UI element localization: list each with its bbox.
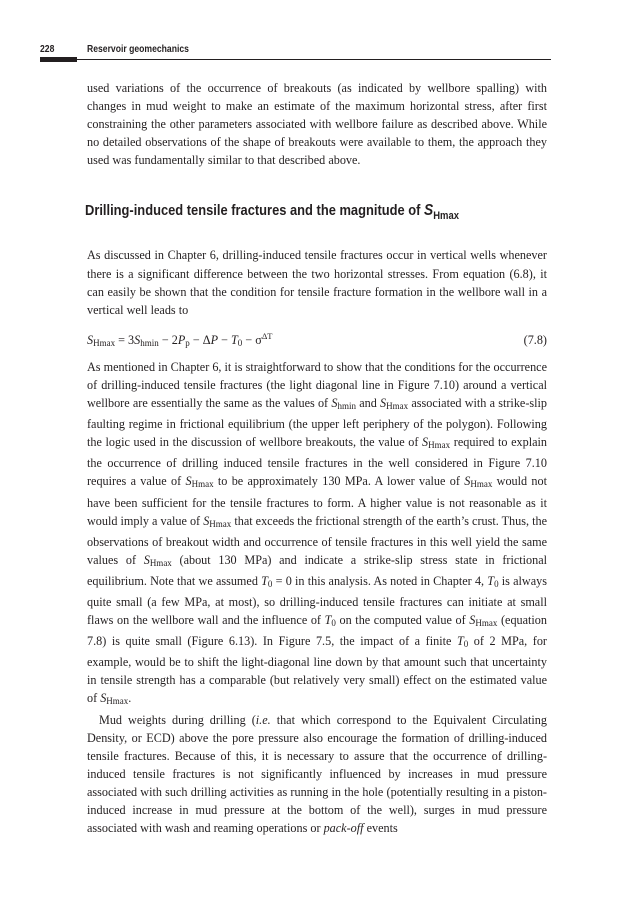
paragraph-conditions: As mentioned in Chapter 6, it is straightforward to show that the conditions for the occurrence of drilling-induced tensile fractures (the light diagonal line in Figure 7.10) around a vertical wellbore are essentially the same as the values of Shmin and SHmax associated with a strike-slip faulting regime in frictional equilibrium (the upper left periphery of the polygon). Following the logic used in the discussion of wellbore breakouts, the value of SHmax required to explain the occurrence of drilling induced tensile fractures in the well considered in Figure 7.10 requires a value of SHmax to be approximately 130 MPa. A lower value of SHmax would not have been sufficient for the tensile fractures to form. A higher value is not reasonable as it would imply a value of SHmax that exceeds the frictional strength of the earth’s crust. Thus, the observations of breakout width and occurrence of tensile fractures in this well yield the same values of SHmax (about 130 MPa) and indicate a strike-slip stress state in frictional equilibrium. Note that we assumed T0 = 0 in this analysis. As noted in Chapter 4, T0 is always quite small (a few MPa, at most), so drilling-induced tensile fractures can initiate at small flaws on the wellbore wall and the influence of T0 on the computed value of SHmax (equation 7.8) is quite small (Figure 6.13). In Figure 7.5, the impact of a finite T0 of 2 MPa, for example, would be to shift the light-diagonal line down by that amount such that uncertainty in tensile strength has a comparable (but relatively very small) effect on the estimated value of SHmax.	[87, 359, 548, 707]
page-number: 228	[40, 43, 55, 55]
paragraph-intro-tensile: As discussed in Chapter 6, drilling-induced tensile fractures occur in vertical wells whenever there is a significant difference between the two horizontal stresses. From equation (6.8), it can easily be shown that the condition for tensile fracture formation in the wellbore wall in a vertical well leads to	[87, 248, 547, 317]
equation-number: (7.8)	[523, 332, 547, 347]
header-rule-thick	[40, 57, 77, 62]
page-header	[40, 40, 551, 64]
paragraph-mud-weights: Mud weights during drilling (i.e. that which correspond to the Equivalent Circulating Density, or ECD) above the pore pressure also encourage the formation of drilling-induced tensile fractures. Because of this, it is necessary to assure that the occurrence of drilling-induced tensile fractures is not significantly influenced by increases in mud pressure associated with such drilling activities as running in the hole (potentially resulting in a piston-induced increase in mud pressure at the bottom of the well), surges in mud pressure associated with wash and reaming operations or pack-off events	[87, 712, 547, 836]
section-heading-text: Drilling-induced tensile fractures and the magnitude of	[85, 202, 421, 220]
section-heading	[85, 201, 482, 226]
section-heading-symbol: $S_{Hmax}$	[424, 202, 459, 223]
heading-spacer	[87, 226, 547, 246]
equation-body: $SHmax = 3Shmin - 2Pp - \Delta P - T0 - \sigma^{\Delta T}$	[87, 330, 273, 348]
page-body	[87, 79, 547, 837]
paragraph-continued: used variations of the occurrence of breakouts (as indicated by wellbore spalling) with changes in mud weight to make an estimate of the maximum horizontal stress, after first constraining the other parameters associated with wellbore failure as described above. While no detailed observations of the shape of breakouts were available to them, the approach they used was fundamentally similar to that described above.	[87, 81, 547, 168]
header-rule-thin	[77, 59, 551, 60]
running-title: Reservoir geomechanics	[87, 43, 189, 55]
equation-7-8	[87, 327, 547, 352]
